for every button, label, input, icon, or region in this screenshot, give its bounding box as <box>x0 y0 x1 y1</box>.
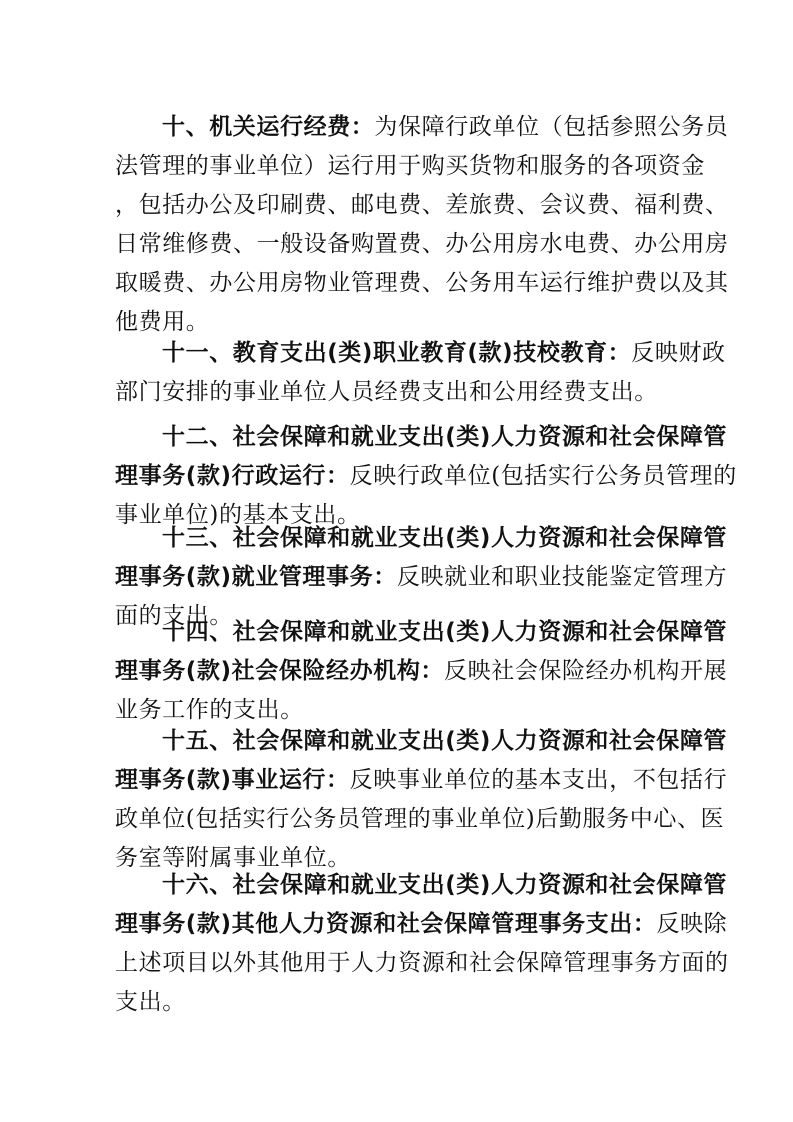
item-heading: 十、机关运行经费： <box>162 114 375 140</box>
item-heading-cont: 理事务(款)就业管理事务： <box>115 564 397 590</box>
item-text: 反映就业和职业技能鉴定管理方 <box>396 564 728 590</box>
item-text: 反映行政单位(包括实行公务员管理的 <box>349 463 737 489</box>
item-text: 上述项目以外其他用于人力资源和社会保障管理事务方面的 <box>115 950 729 976</box>
item-text: 日常维修费、一般设备购置费、办公用房水电费、办公用房 <box>115 231 729 257</box>
paragraph-item-14 <box>115 613 728 730</box>
item-text: 取暖费、办公用房物业管理费、公务用车运行维护费以及其 <box>115 270 729 296</box>
item-text: 支出。 <box>115 989 186 1015</box>
item-text: 政单位(包括实行公务员管理的事业单位)后勤服务中心、医 <box>115 806 725 832</box>
paragraph-item-10 <box>115 108 729 342</box>
item-text: 部门安排的事业单位人员经费支出和公用经费支出。 <box>115 379 658 405</box>
item-heading-cont: 理事务(款)其他人力资源和社会保障管理事务支出： <box>115 911 657 937</box>
item-heading: 十三、社会保障和就业支出(类)人力资源和社会保障管 <box>162 525 728 551</box>
item-heading: 十二、社会保障和就业支出(类)人力资源和社会保障管 <box>162 424 728 450</box>
paragraph-item-15 <box>115 722 728 878</box>
item-text: ，包括办公及印刷费、邮电费、差旅费、会议费、福利费、 <box>115 192 729 218</box>
item-text: 反映除 <box>656 911 728 937</box>
item-heading: 十五、社会保障和就业支出(类)人力资源和社会保障管 <box>162 728 728 754</box>
item-heading: 十四、社会保障和就业支出(类)人力资源和社会保障管 <box>162 619 728 645</box>
item-text: 反映财政 <box>631 340 726 366</box>
item-heading-cont: 理事务(款)事业运行： <box>115 767 350 793</box>
item-heading: 十一、教育支出(类)职业教育(款)技校教育： <box>162 340 632 366</box>
item-text: 业务工作的支出。 <box>115 697 304 723</box>
item-text: 事业单位)的基本支出。 <box>115 502 361 528</box>
paragraph-item-12 <box>115 418 737 535</box>
item-text: 反映事业单位的基本支出，不包括行 <box>349 767 728 793</box>
paragraph-item-11 <box>115 334 726 412</box>
item-heading-cont: 理事务(款)行政运行： <box>115 463 350 489</box>
item-text: 面的支出。 <box>115 603 233 629</box>
item-text: 法管理的事业单位）运行用于购买货物和服务的各项资金 <box>115 153 705 179</box>
item-heading-cont: 理事务(款)社会保险经办机构： <box>115 658 445 684</box>
item-text: 他费用。 <box>115 309 210 335</box>
item-text: 为保障行政单位（包括参照公务员 <box>374 114 729 140</box>
paragraph-item-16 <box>115 866 729 1022</box>
item-heading: 十六、社会保障和就业支出(类)人力资源和社会保障管 <box>162 872 728 898</box>
item-text: 反映社会保险经办机构开展 <box>444 658 728 684</box>
item-text: 务室等附属事业单位。 <box>115 845 351 871</box>
